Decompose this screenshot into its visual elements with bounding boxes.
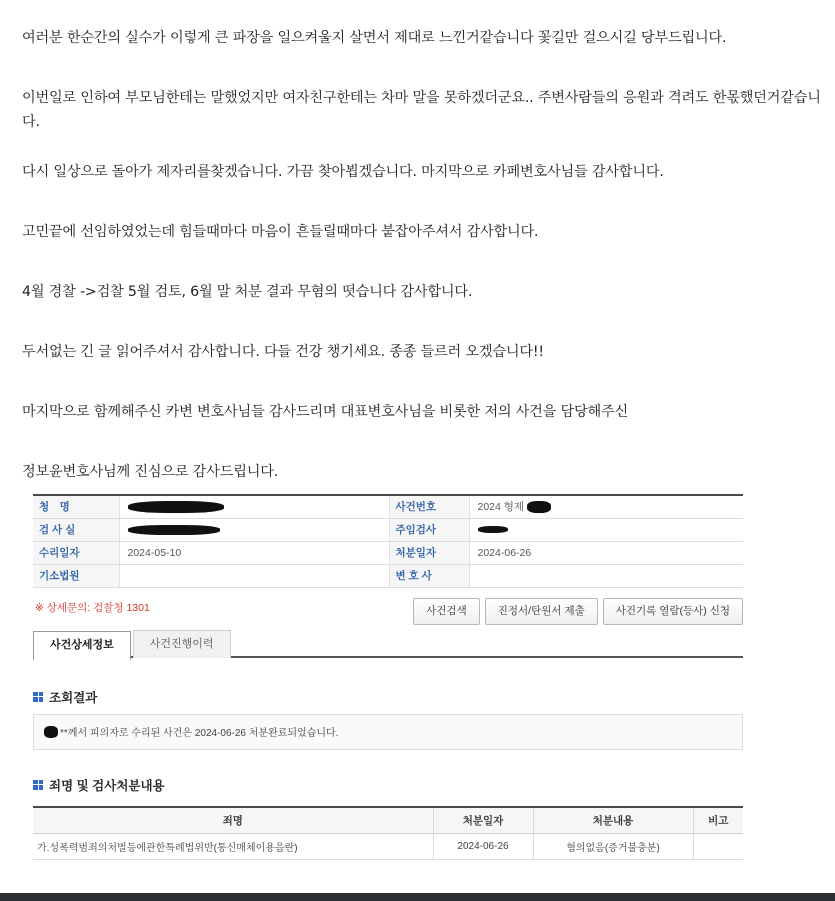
result-section-title: [33, 688, 743, 706]
prosecutor-office-label: 검 사 실: [33, 518, 119, 541]
result-box: [33, 714, 743, 750]
court-value: [119, 564, 389, 587]
case-number-label: 사건번호: [389, 495, 469, 518]
charge-disposition: 혐의없음(증거불충분): [533, 834, 693, 860]
case-screenshot: [33, 494, 743, 860]
charges-section-title: [33, 776, 743, 794]
column-header: 처분내용: [533, 807, 693, 834]
column-header: 처분일자: [433, 807, 533, 834]
contact-notice: ※ 상세문의: 검찰청 1301: [35, 601, 150, 614]
charge-date: 2024-06-26: [433, 834, 533, 860]
disposition-date-value: 2024-06-26: [469, 541, 743, 564]
post-paragraph: 두서없는 긴 글 읽어주셔서 감사합니다. 다들 건강 챙기세요. 종종 들르러 오겠습니다!!: [22, 344, 544, 360]
charge-remark: [693, 834, 743, 860]
record-access-request-button[interactable]: 사건기록 열람(등사) 신청: [603, 598, 743, 625]
redaction-mark: [478, 526, 508, 533]
case-info-table: [33, 494, 743, 588]
post-paragraph: 다시 일상으로 돌아가 제자리를찾겠습니다. 가끔 찾아뵙겠습니다. 마지막으로 카페변호사님들 감사합니다.: [22, 164, 664, 180]
column-header: 죄명: [33, 807, 433, 834]
court-label: 기소법원: [33, 564, 119, 587]
charges-header-row: [33, 807, 743, 834]
tab-case-history[interactable]: 사건진행이력: [133, 630, 231, 658]
post-paragraph: 정보윤변호사님께 진심으로 감사드립니다.: [22, 464, 279, 480]
action-buttons: [413, 598, 743, 625]
lawyer-value: [469, 564, 743, 587]
disposition-date-label: 처분일자: [389, 541, 469, 564]
petition-submit-button[interactable]: 진정서/탄원서 제출: [485, 598, 598, 625]
redaction-mark: [128, 501, 224, 513]
charges-title-text: 죄명 및 검사처분내용: [49, 778, 165, 793]
actions-row: [33, 588, 743, 624]
result-message: **께서 피의자로 수리된 사건은 2024-06-26 처분완료되었습니다.: [60, 728, 339, 739]
charges-table: [33, 806, 743, 861]
result-title-text: 조회결과: [49, 690, 98, 705]
post-paragraph: 마지막으로 함께해주신 카변 변호사님들 감사드리며 대표변호사님을 비롯한 저의 사건을 담당해주신: [22, 404, 629, 420]
grid-icon: [33, 780, 43, 790]
post-paragraph: 여러분 한순간의 실수가 이렇게 큰 파장을 일으켜울지 살면서 제대로 느낀거같습니다 꽃길만 걸으시길 당부드립니다.: [22, 30, 727, 46]
footer-bar: [0, 893, 835, 901]
lawyer-label: 변 호 사: [389, 564, 469, 587]
post-body: [22, 26, 822, 484]
main-prosecutor-label: 주임검사: [389, 518, 469, 541]
case-number-value: 2024 형제: [477, 501, 525, 514]
grid-icon: [33, 692, 43, 702]
name-label: 청 명: [33, 495, 119, 518]
post-paragraph: 이번일로 인하여 부모님한테는 말했었지만 여자친구한테는 차마 말을 못하겠더군요.. 주변사람들의 응원과 격려도 한몫했던거같습니다.: [22, 90, 821, 130]
redaction-mark: [128, 525, 220, 535]
case-search-button[interactable]: 사건검색: [413, 598, 480, 625]
post-paragraph: 고민끝에 선임하였었는데 힘들때마다 마음이 흔들릴때마다 붙잡아주셔서 감사합니다.: [22, 224, 539, 240]
table-row: [33, 834, 743, 860]
received-date-label: 수리일자: [33, 541, 119, 564]
column-header: 비고: [693, 807, 743, 834]
tab-case-details[interactable]: 사건상세정보: [33, 631, 131, 660]
redaction-mark: [527, 501, 551, 513]
post-paragraph: 4월 경찰 ->검찰 5월 검토, 6월 말 처분 결과 무혐의 떳습니다 감사합니다.: [22, 284, 473, 300]
received-date-value: 2024-05-10: [119, 541, 389, 564]
redaction-mark: [44, 726, 58, 738]
case-tabs: [33, 630, 743, 658]
charge-name: 가.성폭력범죄의처벌등에관한특례법위반(통신매체이용음란): [33, 834, 433, 860]
